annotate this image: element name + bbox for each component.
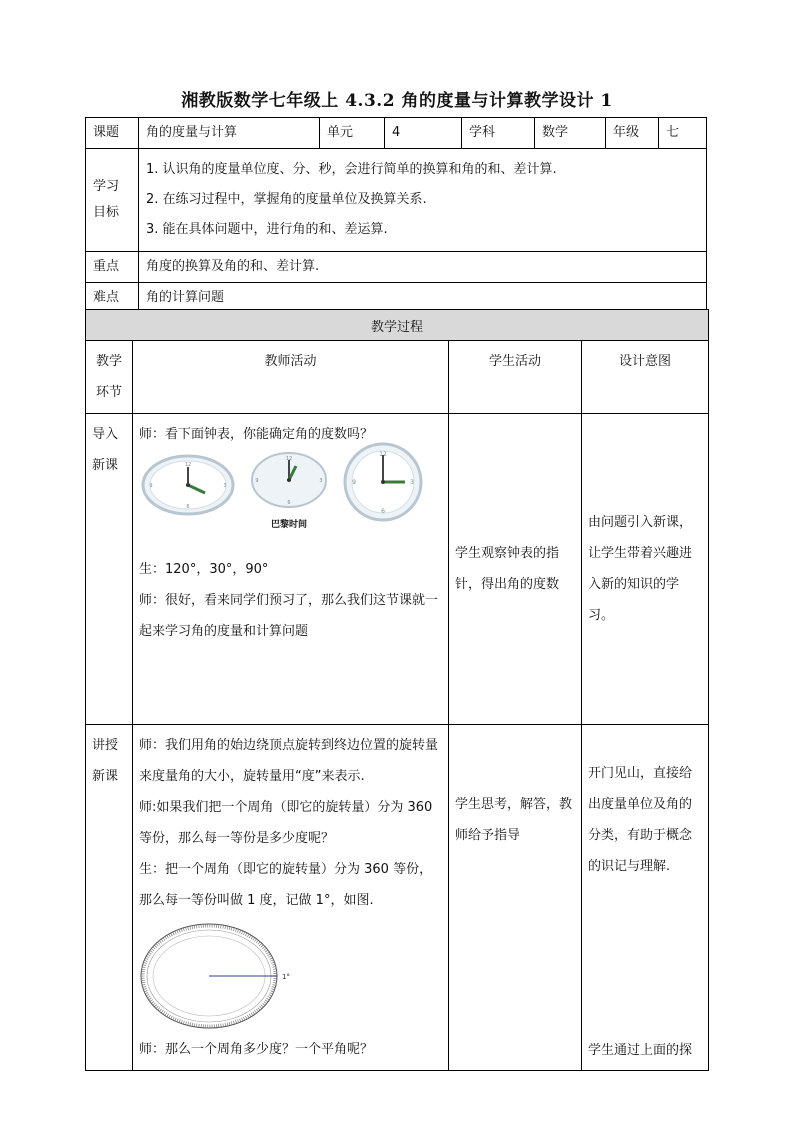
topic-value: 角的度量与计算: [139, 118, 320, 149]
key-point-value: 角度的换算及角的和、差计算.: [139, 252, 707, 283]
clock-paris: [249, 448, 329, 541]
svg-text:9: 9: [255, 478, 259, 484]
subject-value: 数学: [535, 118, 606, 149]
intro-teacher-follow: 师：很好，看来同学们预习了，那么我们这节课就一起来学习角的度量和计算问题: [139, 593, 439, 639]
goal-item: 3. 能在具体问题中，进行角的和、差运算.: [146, 222, 388, 237]
svg-text:3: 3: [223, 483, 227, 489]
lecture-stage-line-1: 讲授: [92, 738, 119, 753]
lecture-design-text: 开门见山，直接给出度量单位及角的分类，有助于概念的识记与理解.: [588, 766, 693, 874]
difficulty-label: 难点: [86, 283, 139, 314]
clock-30-image: [249, 448, 329, 512]
svg-text:6: 6: [381, 508, 385, 515]
intro-student-activity: [449, 414, 582, 725]
intro-design-text: 由问题引入新课，让学生带着兴趣进入新的知识的学习。: [588, 515, 693, 623]
svg-text:3: 3: [410, 479, 414, 486]
key-point-label: 重点: [86, 252, 139, 283]
lesson-info-table: [85, 117, 707, 314]
teaching-process-table: [85, 309, 709, 1071]
topic-label: 课题: [86, 118, 139, 149]
grade-value: 七: [659, 118, 707, 149]
col-teacher-header: 教师活动: [133, 341, 449, 414]
svg-text:12: 12: [379, 451, 387, 458]
clock-120-image: [141, 454, 235, 516]
subject-label: 学科: [462, 118, 535, 149]
goal-item: 2. 在练习过程中，掌握角的度量单位及换算关系.: [146, 192, 427, 207]
svg-text:12: 12: [285, 456, 293, 462]
lecture-teacher-activity: [133, 725, 449, 1071]
goals-label: [86, 149, 139, 252]
svg-text:12: 12: [184, 462, 192, 468]
clock-caption: 巴黎时间: [270, 520, 307, 530]
lecture-stage-line-2: 新课: [92, 769, 119, 784]
col-student-header: 学生活动: [449, 341, 582, 414]
process-header: 教学过程: [86, 310, 709, 341]
svg-text:3: 3: [319, 478, 323, 484]
intro-teacher-question: 师：看下面钟表，你能确定角的度数吗？: [139, 427, 374, 442]
lecture-line-2: 师:如果我们把一个周角（即它的旋转量）分为 360 等份，那么每一等份是多少度呢？: [139, 800, 433, 846]
lecture-line-1: 师：我们用角的始边绕顶点旋转到终边位置的旋转量来度量角的大小，旋转量用“度”来表示.: [139, 738, 439, 784]
svg-text:6: 6: [186, 504, 190, 510]
intro-stage-line-1: 导入: [92, 427, 119, 442]
lecture-design-continued: 学生通过上面的探: [588, 1043, 693, 1058]
lecture-line-4: 师：那么一个周角多少度？一个平角呢？: [139, 1042, 374, 1057]
lecture-design-intent: [582, 725, 709, 1071]
svg-text:9: 9: [352, 479, 356, 486]
intro-student-answer: 生：120°，30°，90°: [139, 562, 269, 577]
goals-content: [139, 149, 707, 252]
intro-stage-line-2: 新课: [92, 458, 119, 473]
col-stage-line-1: 教学: [95, 354, 122, 369]
goals-label-line-2: 目标: [93, 205, 120, 220]
intro-design-intent: [582, 414, 709, 725]
intro-student-activity-text: 学生观察钟表的指针，得出角的度数: [455, 546, 560, 592]
lecture-student-activity: [449, 725, 582, 1071]
clock-images: [141, 451, 442, 550]
col-stage-line-2: 环节: [95, 385, 122, 400]
lecture-student-activity-text: 学生思考，解答，教师给予指导: [455, 797, 573, 843]
lecture-stage: [86, 725, 133, 1071]
col-stage-header: [86, 341, 133, 414]
difficulty-value: 角的计算问题: [139, 283, 707, 314]
clock-90-image: [343, 440, 423, 524]
protractor-image: [139, 920, 319, 1032]
protractor-mark: 1°: [282, 973, 290, 981]
unit-value: 4: [385, 118, 462, 149]
svg-text:6: 6: [287, 500, 291, 506]
intro-stage: [86, 414, 133, 725]
unit-label: 单元: [320, 118, 385, 149]
lecture-line-3: 生：把一个周角（即它的旋转量）分为 360 等份，那么每一等份叫做 1 度，记做 1°，如图.: [139, 862, 433, 908]
grade-label: 年级: [606, 118, 659, 149]
document-title: 湘教版数学七年级上 4.3.2 角的度量与计算教学设计 1: [181, 91, 613, 111]
intro-teacher-activity: [133, 414, 449, 725]
goals-label-line-1: 学习: [93, 179, 120, 194]
svg-text:9: 9: [149, 483, 153, 489]
col-design-header: 设计意图: [582, 341, 709, 414]
goal-item: 1. 认识角的度量单位度、分、秒，会进行简单的换算和角的和、差计算.: [146, 162, 557, 177]
